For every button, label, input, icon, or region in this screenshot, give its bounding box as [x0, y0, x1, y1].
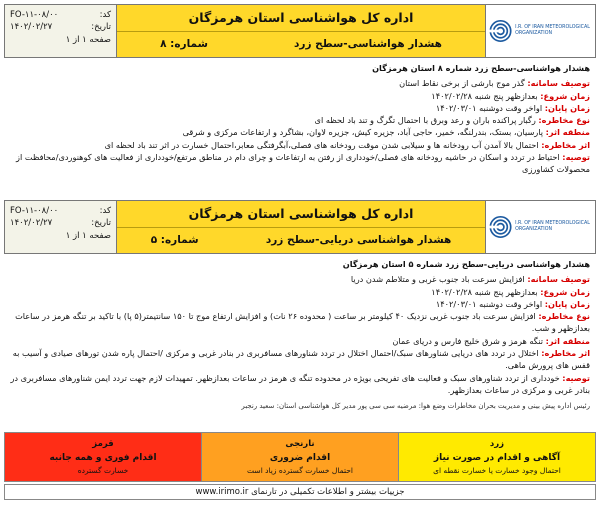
level-desc: خسارت گسترده	[77, 466, 129, 476]
row-label: زمان شروع:	[540, 286, 590, 297]
row-label: توصیف سامانه:	[527, 274, 590, 285]
warning-body	[4, 254, 596, 396]
level-action: اقدام فوری و همه جانبه	[49, 452, 157, 463]
warning-header	[4, 200, 596, 254]
warning-heading: هشدار هواشناسی دریایی-سطح زرد شماره ۵ استان هرمزگان	[342, 259, 590, 269]
org-title: اداره کل هواشناسی استان هرمزگان	[117, 201, 485, 228]
level-desc: احتمال وجود خسارت یا خسارت نقطه ای	[433, 466, 561, 476]
row-label: نوع مخاطره:	[538, 115, 590, 126]
warning-subtitle	[117, 32, 485, 58]
logo-text: I.R. OF IRAN METEOROLOGICAL ORGANIZATION	[515, 220, 590, 232]
detail-row	[10, 298, 590, 310]
warning-subtitle	[117, 228, 485, 254]
website-footer: جزییات بیشتر و اطلاعات تکمیلی در تارنمای www.irimo.ir	[4, 484, 596, 500]
detail-row	[10, 286, 590, 298]
row-label: اثر مخاطره:	[541, 348, 590, 359]
detail-row	[10, 347, 590, 372]
level-name: نارنجی	[285, 438, 315, 449]
title-block	[117, 201, 485, 253]
row-text: خودداری از تردد شناورهای سبک و فعالیت های تفریحی بویژه در محدوده تنگه ی هرمز در ساعات بعدازظهر. تمهیدات لازم جهت تردد ایمن شناورهای مسافربری در بنادر غربی و مرکزی در ساعات بعدازظهر.	[10, 372, 590, 395]
detail-row	[10, 90, 590, 102]
detail-row	[10, 273, 590, 285]
row-text: احتمال بالا آمدن آب رودخانه ها و سیلابی شدن موقت رودخانه های فصلی،آبگرفتگی معابر،احتمال خسارت در اثر تند باد لحظه ای	[104, 139, 542, 150]
row-label: توصیف سامانه:	[527, 78, 590, 89]
row-label: اثر مخاطره:	[541, 139, 590, 150]
warning-heading: هشدار هواشناسی-سطح زرد شماره ۸ استان هرمزگان	[372, 63, 590, 73]
row-text: اواخر وقت دوشنبه ۱۴۰۲/۰۳/۰۱	[435, 298, 545, 309]
doc-date: ۱۴۰۲/۰۲/۲۷	[10, 22, 53, 33]
row-text: رگبار پراکنده باران و رعد وبرق با احتمال تگرگ و تند باد لحظه ای	[314, 115, 539, 126]
detail-row	[10, 139, 590, 151]
detail-row	[10, 126, 590, 138]
logo-text: I.R. OF IRAN METEOROLOGICAL ORGANIZATION	[515, 24, 590, 36]
date-label: تاریخ:	[91, 218, 111, 229]
detail-row	[10, 335, 590, 347]
row-label: منطقه اثر:	[545, 127, 590, 138]
doc-date: ۱۴۰۲/۰۲/۲۷	[10, 218, 53, 229]
signatories: رئیس اداره پیش بینی و مدیریت بحران مخاطرات وضع هوا: مرضیه سی سی پور مدیر کل هواشناسی استان: سعید رنجبر	[241, 402, 590, 411]
level-name: قرمز	[92, 438, 114, 449]
doc-code: FO-۱۱-۰۸/۰۰	[10, 10, 59, 20]
date-label: تاریخ:	[91, 22, 111, 33]
row-label: زمان پایان:	[544, 298, 590, 309]
meteo-logo	[485, 5, 595, 57]
detail-row	[10, 310, 590, 335]
meteo-logo	[485, 201, 595, 253]
row-label: منطقه اثر:	[545, 335, 590, 346]
level-name: زرد	[489, 438, 505, 449]
code-label: کد:	[99, 10, 111, 20]
row-text: گذر موج بارشی از برخی نقاط استان	[399, 78, 528, 89]
level-action: آگاهی و اقدام در صورت نیاز	[433, 452, 561, 463]
meteo-logo-icon	[489, 14, 512, 48]
row-text: پارسیان، بستک، بندرلنگه، خمیر، حاجی آباد، جزیره کیش، جزیره لاوان، بشاگرد و ارتفاعات مرکزی و شرقی	[182, 127, 546, 138]
row-label: زمان پایان:	[544, 102, 590, 113]
doc-meta	[5, 201, 117, 253]
warning-body	[4, 58, 596, 176]
row-label: زمان شروع:	[540, 90, 590, 101]
detail-row	[10, 114, 590, 126]
detail-row	[10, 372, 590, 397]
row-label: توصیه:	[562, 152, 590, 163]
detail-row	[10, 102, 590, 114]
warning-number: شماره: ۵	[150, 234, 199, 247]
row-text: بعدازظهر پنج شنبه ۱۴۰۲/۰۲/۲۸	[431, 90, 541, 101]
detail-row	[10, 151, 590, 176]
page-number: صفحه ۱ از ۱	[65, 230, 111, 241]
doc-meta	[5, 5, 117, 57]
row-text: بعدازظهر پنج شنبه ۱۴۰۲/۰۲/۲۸	[431, 286, 541, 297]
warning-levels-legend	[4, 432, 596, 482]
level-orange	[201, 433, 398, 481]
detail-row	[10, 77, 590, 89]
level-desc: احتمال خسارت گسترده زیاد است	[247, 466, 353, 476]
row-text: اواخر وقت دوشنبه ۱۴۰۲/۰۳/۰۱	[435, 102, 545, 113]
marine-warning-5	[4, 200, 596, 410]
weather-warning-8	[4, 4, 596, 176]
row-text: اختلال در تردد های دریایی شناورهای سبک/احتمال اختلال در تردد شناورهای مسافربری در بنادر غربی و مرکزی /احتمال پاره شدن تورهای صیادی و آسیب به قفس های پرورش ماهی.	[12, 348, 590, 371]
level-yellow	[398, 433, 595, 481]
title-block	[117, 5, 485, 57]
level-red	[5, 433, 201, 481]
code-label: کد:	[99, 206, 111, 216]
warning-number: شماره: ۸	[160, 38, 208, 51]
row-text: تنگه هرمز و شرق خلیج فارس و دریای عمان	[392, 335, 546, 346]
warning-header	[4, 4, 596, 58]
row-text: افزایش سرعت باد جنوب غربی و متلاطم شدن دریا	[350, 274, 528, 285]
row-label: توصیه:	[562, 372, 590, 383]
row-text: احتیاط در تردد و اسکان در حاشیه رودخانه های فصلی/خودداری از رفتن به ارتفاعات و چرای دام در مناطق مرتفع/خودداری از فعالیت های کوهنوردی/محافظت از محصولات کشاورزی	[16, 152, 590, 175]
level-action: اقدام ضروری	[269, 452, 331, 463]
row-text: افزایش سرعت باد جنوب غربی نزدیک ۴۰ کیلومتر بر ساعت ( محدوده ۲۶ نات) و افزایش ارتفاع موج تا ۱۵۰ سانتیمتر(۵ پا) با تاکید بر تنگه هرمز در ساعات بعدازظهر و شب.	[15, 311, 590, 334]
doc-code: FO-۱۱-۰۸/۰۰	[10, 206, 59, 216]
org-title: اداره کل هواشناسی استان هرمزگان	[117, 5, 485, 32]
warning-type: هشدار هواشناسی دریایی-سطح زرد	[265, 234, 452, 247]
page-number: صفحه ۱ از ۱	[65, 34, 111, 45]
meteo-logo-icon	[489, 210, 512, 244]
warning-type: هشدار هواشناسی-سطح زرد	[294, 38, 442, 51]
row-label: نوع مخاطره:	[538, 311, 590, 322]
